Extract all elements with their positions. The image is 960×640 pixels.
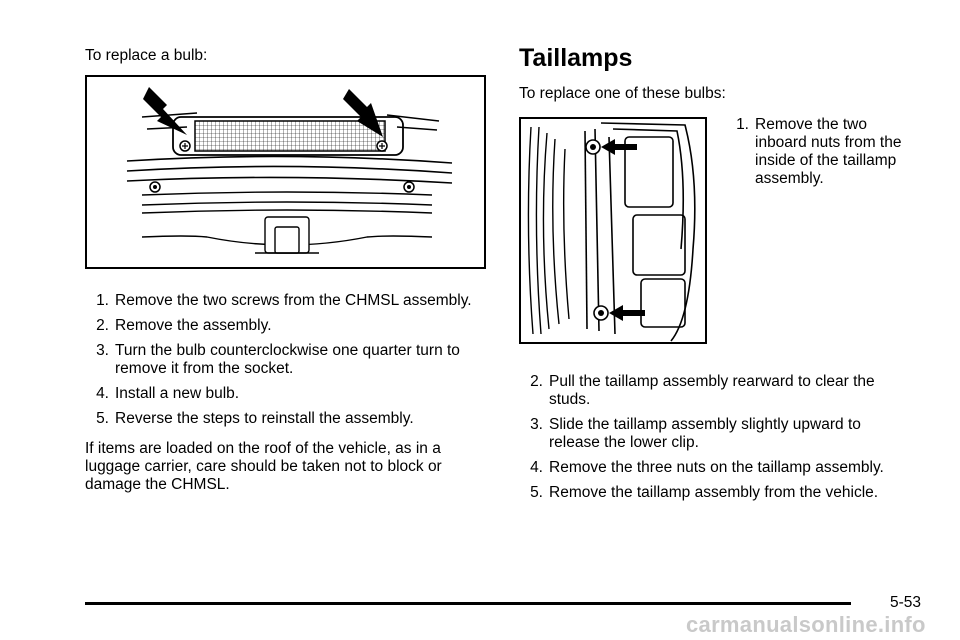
step-text: Reverse the steps to reinstall the assembly. <box>115 410 414 427</box>
step-number: 1. <box>96 292 109 309</box>
step-text: Remove the taillamp assembly from the vehicle. <box>549 484 879 501</box>
list-item <box>85 317 505 335</box>
screw-left <box>180 141 190 151</box>
step-number: 4. <box>530 459 543 476</box>
step-number: 5. <box>530 484 543 501</box>
chmsl-lens <box>195 121 385 151</box>
step-text: Install a new bulb. <box>115 385 240 402</box>
step-number: 3. <box>530 416 543 433</box>
body-contour-lines <box>528 127 569 334</box>
arrow-upper <box>601 139 637 155</box>
step-text: Turn the bulb counterclockwise one quarter turn to remove it from the socket. <box>115 342 460 377</box>
footer-rule <box>85 602 851 605</box>
step-text: Pull the taillamp assembly rearward to clear the studs. <box>549 373 875 408</box>
step-number: 2. <box>530 373 543 390</box>
center-mount <box>255 217 319 253</box>
step-text: Slide the taillamp assembly slightly upward to release the lower clip. <box>549 416 861 451</box>
right-steps-list <box>519 373 919 509</box>
list-item <box>519 373 889 409</box>
list-item <box>85 292 505 310</box>
step-text: Remove the three nuts on the taillamp assembly. <box>549 459 884 476</box>
roof-rail <box>127 156 452 183</box>
rail-bolts <box>150 182 414 192</box>
step-number: 1. <box>736 116 749 133</box>
nut-lower <box>594 306 608 320</box>
list-item <box>725 116 905 188</box>
list-item <box>85 385 505 403</box>
left-steps-list <box>85 292 505 435</box>
list-item <box>519 416 889 452</box>
right-intro: To replace one of these bulbs: <box>519 85 726 102</box>
taillamp-illustration <box>519 117 707 344</box>
step-number: 2. <box>96 317 109 334</box>
watermark: carmanualsonline.info <box>686 612 926 637</box>
right-first-step <box>725 116 925 195</box>
list-item <box>85 342 495 378</box>
left-intro: To replace a bulb: <box>85 47 208 64</box>
screw-right <box>377 141 387 151</box>
step-number: 4. <box>96 385 109 402</box>
step-text: Remove the two inboard nuts from the inside of the taillamp assembly. <box>755 116 902 187</box>
section-heading: Taillamps <box>519 44 633 72</box>
step-text: Remove the two screws from the CHMSL assembly. <box>115 292 472 309</box>
step-text: Remove the assembly. <box>115 317 272 334</box>
list-item <box>519 484 919 502</box>
roof-load-note: If items are loaded on the roof of the vehicle, as in a luggage carrier, care should be taken not to block or damage the CHMSL. <box>85 440 442 493</box>
nut-upper <box>586 140 600 154</box>
chmsl-illustration <box>85 75 486 269</box>
page-number: 5-53 <box>890 594 922 611</box>
step-number: 3. <box>96 342 109 359</box>
step-number: 5. <box>96 410 109 427</box>
list-item <box>519 459 919 477</box>
list-item <box>85 410 505 428</box>
